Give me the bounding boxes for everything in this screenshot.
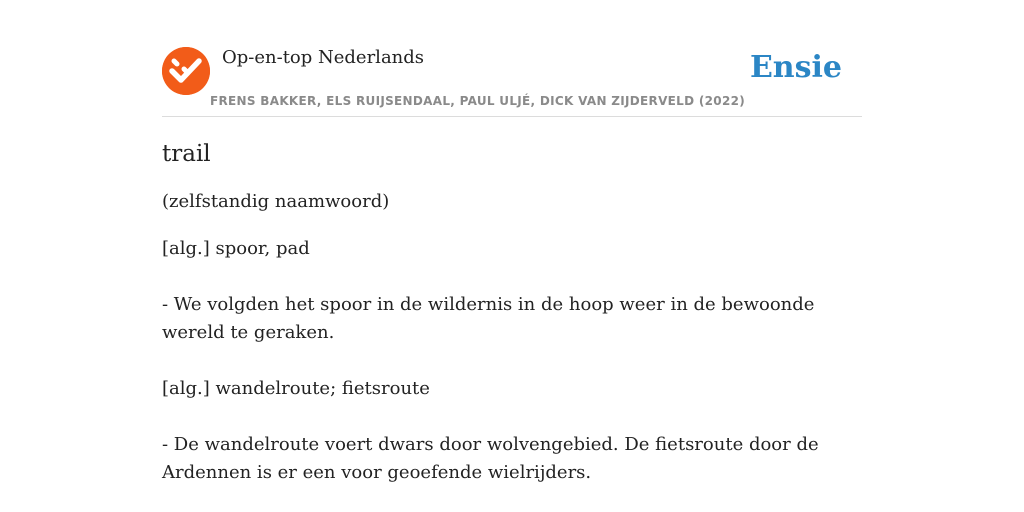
checkmark-icon <box>162 47 210 95</box>
part-of-speech: (zelfstandig naamwoord) <box>162 191 390 212</box>
source-authors: FRENS BAKKER, ELS RUIJSENDAAL, PAUL ULJÉ, DICK VAN ZIJDERVELD (2022) <box>210 94 746 108</box>
ensie-brand-logo[interactable]: Ensie <box>749 50 842 85</box>
sense-definition: [alg.] spoor, pad <box>162 238 310 259</box>
site-header <box>162 40 862 117</box>
sense-example: - De wandelroute voert dwars door wolvengebied. De fietsroute door de Ardennen is er een voor geoefende wielrijders. <box>162 434 819 483</box>
sense-definition: [alg.] wandelroute; fietsroute <box>162 378 430 399</box>
source-title[interactable]: Op-en-top Nederlands <box>222 47 425 68</box>
sense-example: - We volgden het spoor in de wildernis in de hoop weer in de bewoonde wereld te geraken. <box>162 294 815 343</box>
entry-word: trail <box>162 141 211 167</box>
entry-content <box>162 138 862 512</box>
checkmark-logo-icon[interactable] <box>162 47 210 95</box>
